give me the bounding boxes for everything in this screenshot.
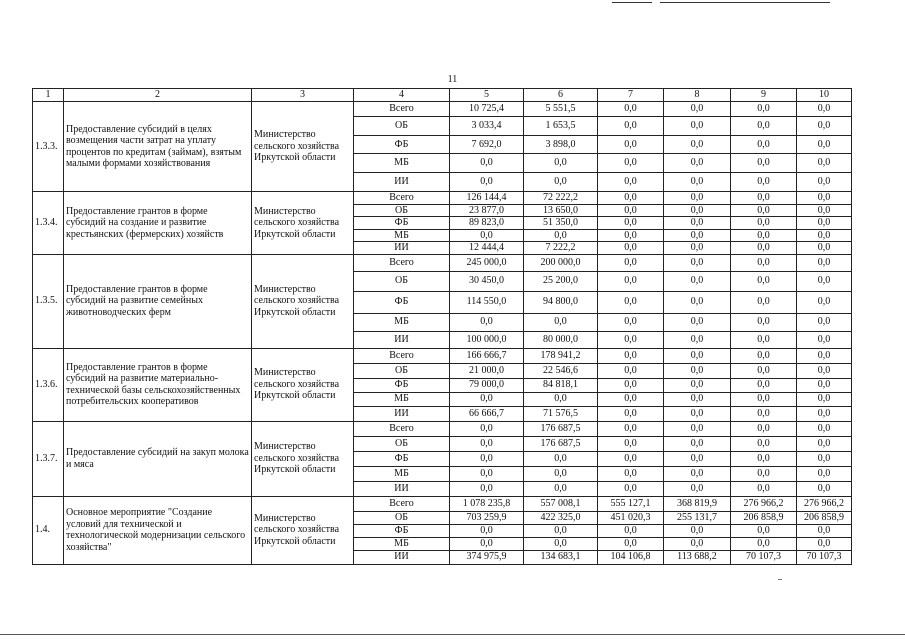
amount-cell: 0,0 [664, 481, 731, 496]
funding-source: МБ [354, 392, 450, 406]
measure-name: Основное мероприятие "Создание условий для технической и технологической модернизации сельского хозяйства" [64, 496, 252, 564]
amount-cell: 276 966,2 [731, 496, 797, 511]
amount-cell: 0,0 [797, 242, 852, 255]
funding-source: ФБ [354, 451, 450, 466]
amount-cell: 134 683,1 [524, 550, 598, 564]
amount-cell: 368 819,9 [664, 496, 731, 511]
amount-cell: 245 000,0 [450, 254, 524, 271]
amount-cell: 70 107,3 [731, 550, 797, 564]
amount-cell: 0,0 [797, 436, 852, 451]
amount-cell: 0,0 [598, 466, 664, 481]
amount-cell: 0,0 [731, 348, 797, 363]
amount-cell: 0,0 [598, 204, 664, 217]
measure-name: Предоставление грантов в форме субсидий на создание и развитие крестьянских (фермерских) хозяйств [64, 192, 252, 255]
amount-cell: 12 444,4 [450, 242, 524, 255]
amount-cell: 7 222,2 [524, 242, 598, 255]
amount-cell: 557 008,1 [524, 496, 598, 511]
top-rule-left [612, 2, 652, 3]
budget-table [32, 88, 852, 565]
scan-mark [778, 579, 782, 580]
amount-cell: 84 818,1 [524, 378, 598, 392]
amount-cell: 1 078 235,8 [450, 496, 524, 511]
amount-cell: 0,0 [731, 271, 797, 291]
amount-cell: 422 325,0 [524, 511, 598, 524]
amount-cell: 0,0 [797, 466, 852, 481]
amount-cell: 703 259,9 [450, 511, 524, 524]
amount-cell: 0,0 [731, 466, 797, 481]
amount-cell: 0,0 [450, 154, 524, 173]
amount-cell: 0,0 [664, 291, 731, 313]
amount-cell: 555 127,1 [598, 496, 664, 511]
amount-cell: 0,0 [664, 204, 731, 217]
table-row [33, 102, 852, 117]
amount-cell: 0,0 [598, 348, 664, 363]
measure-name: Предоставление субсидий на закуп молока и мяса [64, 421, 252, 496]
amount-cell: 0,0 [664, 242, 731, 255]
top-rule-right [660, 2, 830, 3]
amount-cell: 0,0 [598, 117, 664, 136]
amount-cell: 0,0 [664, 348, 731, 363]
funding-source: ОБ [354, 511, 450, 524]
amount-cell: 0,0 [797, 537, 852, 550]
amount-cell: 0,0 [797, 378, 852, 392]
row-index: 1.3.5. [33, 254, 64, 348]
amount-cell: 0,0 [664, 217, 731, 230]
amount-cell: 255 131,7 [664, 511, 731, 524]
funding-source: ИИ [354, 242, 450, 255]
header-cell: 8 [664, 89, 731, 102]
table-row [33, 192, 852, 205]
amount-cell: 0,0 [797, 406, 852, 421]
funding-source: Всего [354, 102, 450, 117]
amount-cell: 10 725,4 [450, 102, 524, 117]
amount-cell: 0,0 [524, 524, 598, 537]
funding-source: ИИ [354, 481, 450, 496]
amount-cell: 0,0 [797, 331, 852, 348]
funding-source: ИИ [354, 331, 450, 348]
amount-cell: 374 975,9 [450, 550, 524, 564]
row-index: 1.3.7. [33, 421, 64, 496]
amount-cell: 206 858,9 [731, 511, 797, 524]
header-cell: 3 [252, 89, 354, 102]
funding-source: МБ [354, 154, 450, 173]
amount-cell: 0,0 [797, 117, 852, 136]
amount-cell: 0,0 [731, 242, 797, 255]
amount-cell: 89 823,0 [450, 217, 524, 230]
funding-source: Всего [354, 348, 450, 363]
amount-cell: 0,0 [450, 451, 524, 466]
funding-source: ОБ [354, 271, 450, 291]
amount-cell: 0,0 [524, 313, 598, 331]
amount-cell: 114 550,0 [450, 291, 524, 313]
amount-cell: 94 800,0 [524, 291, 598, 313]
amount-cell: 0,0 [598, 217, 664, 230]
responsible-executor: Министерство сельского хозяйства Иркутской области [252, 102, 354, 192]
header-cell: 7 [598, 89, 664, 102]
amount-cell: 0,0 [797, 192, 852, 205]
amount-cell: 0,0 [797, 421, 852, 436]
amount-cell: 0,0 [797, 392, 852, 406]
funding-source: МБ [354, 229, 450, 242]
amount-cell: 0,0 [731, 254, 797, 271]
amount-cell: 0,0 [664, 117, 731, 136]
amount-cell: 0,0 [598, 537, 664, 550]
amount-cell: 0,0 [731, 481, 797, 496]
responsible-executor: Министерство сельского хозяйства Иркутской области [252, 254, 354, 348]
amount-cell: 79 000,0 [450, 378, 524, 392]
amount-cell: 0,0 [664, 524, 731, 537]
amount-cell: 3 898,0 [524, 136, 598, 154]
amount-cell: 0,0 [450, 524, 524, 537]
amount-cell: 0,0 [598, 102, 664, 117]
amount-cell: 23 877,0 [450, 204, 524, 217]
header-cell: 9 [731, 89, 797, 102]
amount-cell: 0,0 [797, 254, 852, 271]
amount-cell: 0,0 [664, 102, 731, 117]
amount-cell: 0,0 [664, 392, 731, 406]
amount-cell: 200 000,0 [524, 254, 598, 271]
responsible-executor: Министерство сельского хозяйства Иркутской области [252, 496, 354, 564]
amount-cell: 0,0 [731, 102, 797, 117]
header-cell: 6 [524, 89, 598, 102]
amount-cell: 3 033,4 [450, 117, 524, 136]
header-cell: 2 [64, 89, 252, 102]
measure-name: Предоставление грантов в форме субсидий на развитие материально-технической базы сельскохозяйственных потребительских кооперативов [64, 348, 252, 421]
amount-cell: 0,0 [664, 466, 731, 481]
amount-cell: 104 106,8 [598, 550, 664, 564]
table-row [33, 496, 852, 511]
amount-cell: 30 450,0 [450, 271, 524, 291]
amount-cell: 0,0 [731, 173, 797, 192]
table-row [33, 348, 852, 363]
amount-cell: 0,0 [731, 291, 797, 313]
amount-cell: 0,0 [598, 524, 664, 537]
amount-cell: 0,0 [731, 421, 797, 436]
amount-cell: 7 692,0 [450, 136, 524, 154]
amount-cell: 0,0 [797, 154, 852, 173]
amount-cell: 176 687,5 [524, 436, 598, 451]
amount-cell: 0,0 [664, 436, 731, 451]
amount-cell: 0,0 [598, 136, 664, 154]
header-row [33, 89, 852, 102]
amount-cell: 0,0 [598, 421, 664, 436]
amount-cell: 0,0 [664, 271, 731, 291]
amount-cell: 0,0 [664, 451, 731, 466]
amount-cell: 0,0 [524, 229, 598, 242]
amount-cell: 0,0 [450, 537, 524, 550]
amount-cell: 0,0 [450, 466, 524, 481]
amount-cell: 0,0 [664, 363, 731, 378]
funding-source: ФБ [354, 524, 450, 537]
amount-cell: 0,0 [524, 392, 598, 406]
amount-cell: 0,0 [450, 392, 524, 406]
amount-cell: 178 941,2 [524, 348, 598, 363]
amount-cell: 0,0 [598, 436, 664, 451]
row-index: 1.3.6. [33, 348, 64, 421]
amount-cell: 0,0 [598, 271, 664, 291]
measure-name: Предоставление грантов в форме субсидий на развитие семейных животноводческих ферм [64, 254, 252, 348]
table-row [33, 254, 852, 271]
header-cell: 4 [354, 89, 450, 102]
amount-cell: 0,0 [598, 406, 664, 421]
amount-cell: 0,0 [664, 378, 731, 392]
amount-cell: 70 107,3 [797, 550, 852, 564]
amount-cell: 0,0 [731, 331, 797, 348]
funding-source: ОБ [354, 117, 450, 136]
amount-cell: 0,0 [797, 451, 852, 466]
amount-cell: 0,0 [797, 348, 852, 363]
amount-cell: 0,0 [664, 229, 731, 242]
amount-cell: 0,0 [524, 481, 598, 496]
amount-cell: 0,0 [664, 173, 731, 192]
amount-cell: 0,0 [731, 313, 797, 331]
amount-cell: 0,0 [598, 481, 664, 496]
funding-source: ФБ [354, 291, 450, 313]
amount-cell: 0,0 [598, 363, 664, 378]
amount-cell: 0,0 [664, 537, 731, 550]
amount-cell: 0,0 [450, 313, 524, 331]
amount-cell: 0,0 [450, 481, 524, 496]
header-cell: 5 [450, 89, 524, 102]
amount-cell: 0,0 [524, 173, 598, 192]
amount-cell: 0,0 [731, 378, 797, 392]
amount-cell: 126 144,4 [450, 192, 524, 205]
amount-cell: 0,0 [731, 136, 797, 154]
amount-cell: 0,0 [731, 117, 797, 136]
amount-cell: 0,0 [664, 254, 731, 271]
header-cell: 10 [797, 89, 852, 102]
header-cell: 1 [33, 89, 64, 102]
amount-cell: 0,0 [797, 136, 852, 154]
amount-cell: 0,0 [797, 524, 852, 537]
funding-source: ОБ [354, 363, 450, 378]
amount-cell: 66 666,7 [450, 406, 524, 421]
amount-cell: 0,0 [598, 291, 664, 313]
amount-cell: 0,0 [598, 313, 664, 331]
funding-source: Всего [354, 421, 450, 436]
amount-cell: 0,0 [598, 154, 664, 173]
amount-cell: 166 666,7 [450, 348, 524, 363]
row-index: 1.4. [33, 496, 64, 564]
funding-source: Всего [354, 496, 450, 511]
amount-cell: 0,0 [797, 102, 852, 117]
funding-source: ОБ [354, 436, 450, 451]
amount-cell: 0,0 [797, 229, 852, 242]
amount-cell: 80 000,0 [524, 331, 598, 348]
amount-cell: 0,0 [731, 229, 797, 242]
funding-source: ИИ [354, 173, 450, 192]
amount-cell: 0,0 [598, 331, 664, 348]
funding-source: МБ [354, 466, 450, 481]
responsible-executor: Министерство сельского хозяйства Иркутской области [252, 421, 354, 496]
amount-cell: 22 546,6 [524, 363, 598, 378]
row-index: 1.3.4. [33, 192, 64, 255]
funding-source: МБ [354, 537, 450, 550]
amount-cell: 0,0 [731, 524, 797, 537]
amount-cell: 51 350,0 [524, 217, 598, 230]
funding-source: ФБ [354, 378, 450, 392]
amount-cell: 1 653,5 [524, 117, 598, 136]
row-index: 1.3.3. [33, 102, 64, 192]
amount-cell: 0,0 [731, 392, 797, 406]
amount-cell: 0,0 [797, 363, 852, 378]
amount-cell: 0,0 [524, 537, 598, 550]
amount-cell: 0,0 [598, 378, 664, 392]
funding-source: ИИ [354, 406, 450, 421]
funding-source: МБ [354, 313, 450, 331]
amount-cell: 0,0 [797, 313, 852, 331]
funding-source: Всего [354, 192, 450, 205]
amount-cell: 0,0 [731, 406, 797, 421]
amount-cell: 0,0 [731, 451, 797, 466]
amount-cell: 0,0 [797, 204, 852, 217]
funding-source: ФБ [354, 217, 450, 230]
amount-cell: 71 576,5 [524, 406, 598, 421]
amount-cell: 0,0 [664, 192, 731, 205]
responsible-executor: Министерство сельского хозяйства Иркутской области [252, 192, 354, 255]
amount-cell: 0,0 [598, 242, 664, 255]
funding-source: ОБ [354, 204, 450, 217]
amount-cell: 0,0 [450, 173, 524, 192]
amount-cell: 113 688,2 [664, 550, 731, 564]
table-row [33, 421, 852, 436]
amount-cell: 0,0 [731, 154, 797, 173]
funding-source: ИИ [354, 550, 450, 564]
amount-cell: 0,0 [524, 154, 598, 173]
amount-cell: 25 200,0 [524, 271, 598, 291]
page-number: 11 [447, 74, 458, 85]
amount-cell: 0,0 [664, 136, 731, 154]
amount-cell: 276 966,2 [797, 496, 852, 511]
amount-cell: 451 020,3 [598, 511, 664, 524]
measure-name: Предоставление субсидий в целях возмещения части затрат на уплату процентов по кредитам (займам), взятым малыми формами хозяйствования [64, 102, 252, 192]
amount-cell: 0,0 [797, 291, 852, 313]
funding-source: ФБ [354, 136, 450, 154]
amount-cell: 0,0 [731, 217, 797, 230]
amount-cell: 0,0 [664, 406, 731, 421]
amount-cell: 0,0 [731, 537, 797, 550]
amount-cell: 0,0 [731, 436, 797, 451]
funding-source: Всего [354, 254, 450, 271]
amount-cell: 13 650,0 [524, 204, 598, 217]
responsible-executor: Министерство сельского хозяйства Иркутской области [252, 348, 354, 421]
amount-cell: 0,0 [731, 192, 797, 205]
amount-cell: 176 687,5 [524, 421, 598, 436]
amount-cell: 0,0 [797, 271, 852, 291]
amount-cell: 0,0 [664, 154, 731, 173]
amount-cell: 0,0 [450, 229, 524, 242]
amount-cell: 5 551,5 [524, 102, 598, 117]
amount-cell: 0,0 [598, 392, 664, 406]
amount-cell: 0,0 [524, 466, 598, 481]
bottom-rule [0, 634, 905, 635]
amount-cell: 0,0 [598, 229, 664, 242]
amount-cell: 206 858,9 [797, 511, 852, 524]
amount-cell: 0,0 [598, 173, 664, 192]
amount-cell: 0,0 [664, 421, 731, 436]
amount-cell: 0,0 [598, 451, 664, 466]
amount-cell: 0,0 [797, 217, 852, 230]
amount-cell: 100 000,0 [450, 331, 524, 348]
amount-cell: 0,0 [664, 331, 731, 348]
amount-cell: 0,0 [797, 173, 852, 192]
amount-cell: 0,0 [664, 313, 731, 331]
amount-cell: 0,0 [450, 421, 524, 436]
amount-cell: 21 000,0 [450, 363, 524, 378]
amount-cell: 0,0 [797, 481, 852, 496]
amount-cell: 72 222,2 [524, 192, 598, 205]
amount-cell: 0,0 [731, 204, 797, 217]
amount-cell: 0,0 [450, 436, 524, 451]
amount-cell: 0,0 [598, 192, 664, 205]
amount-cell: 0,0 [731, 363, 797, 378]
amount-cell: 0,0 [524, 451, 598, 466]
amount-cell: 0,0 [598, 254, 664, 271]
